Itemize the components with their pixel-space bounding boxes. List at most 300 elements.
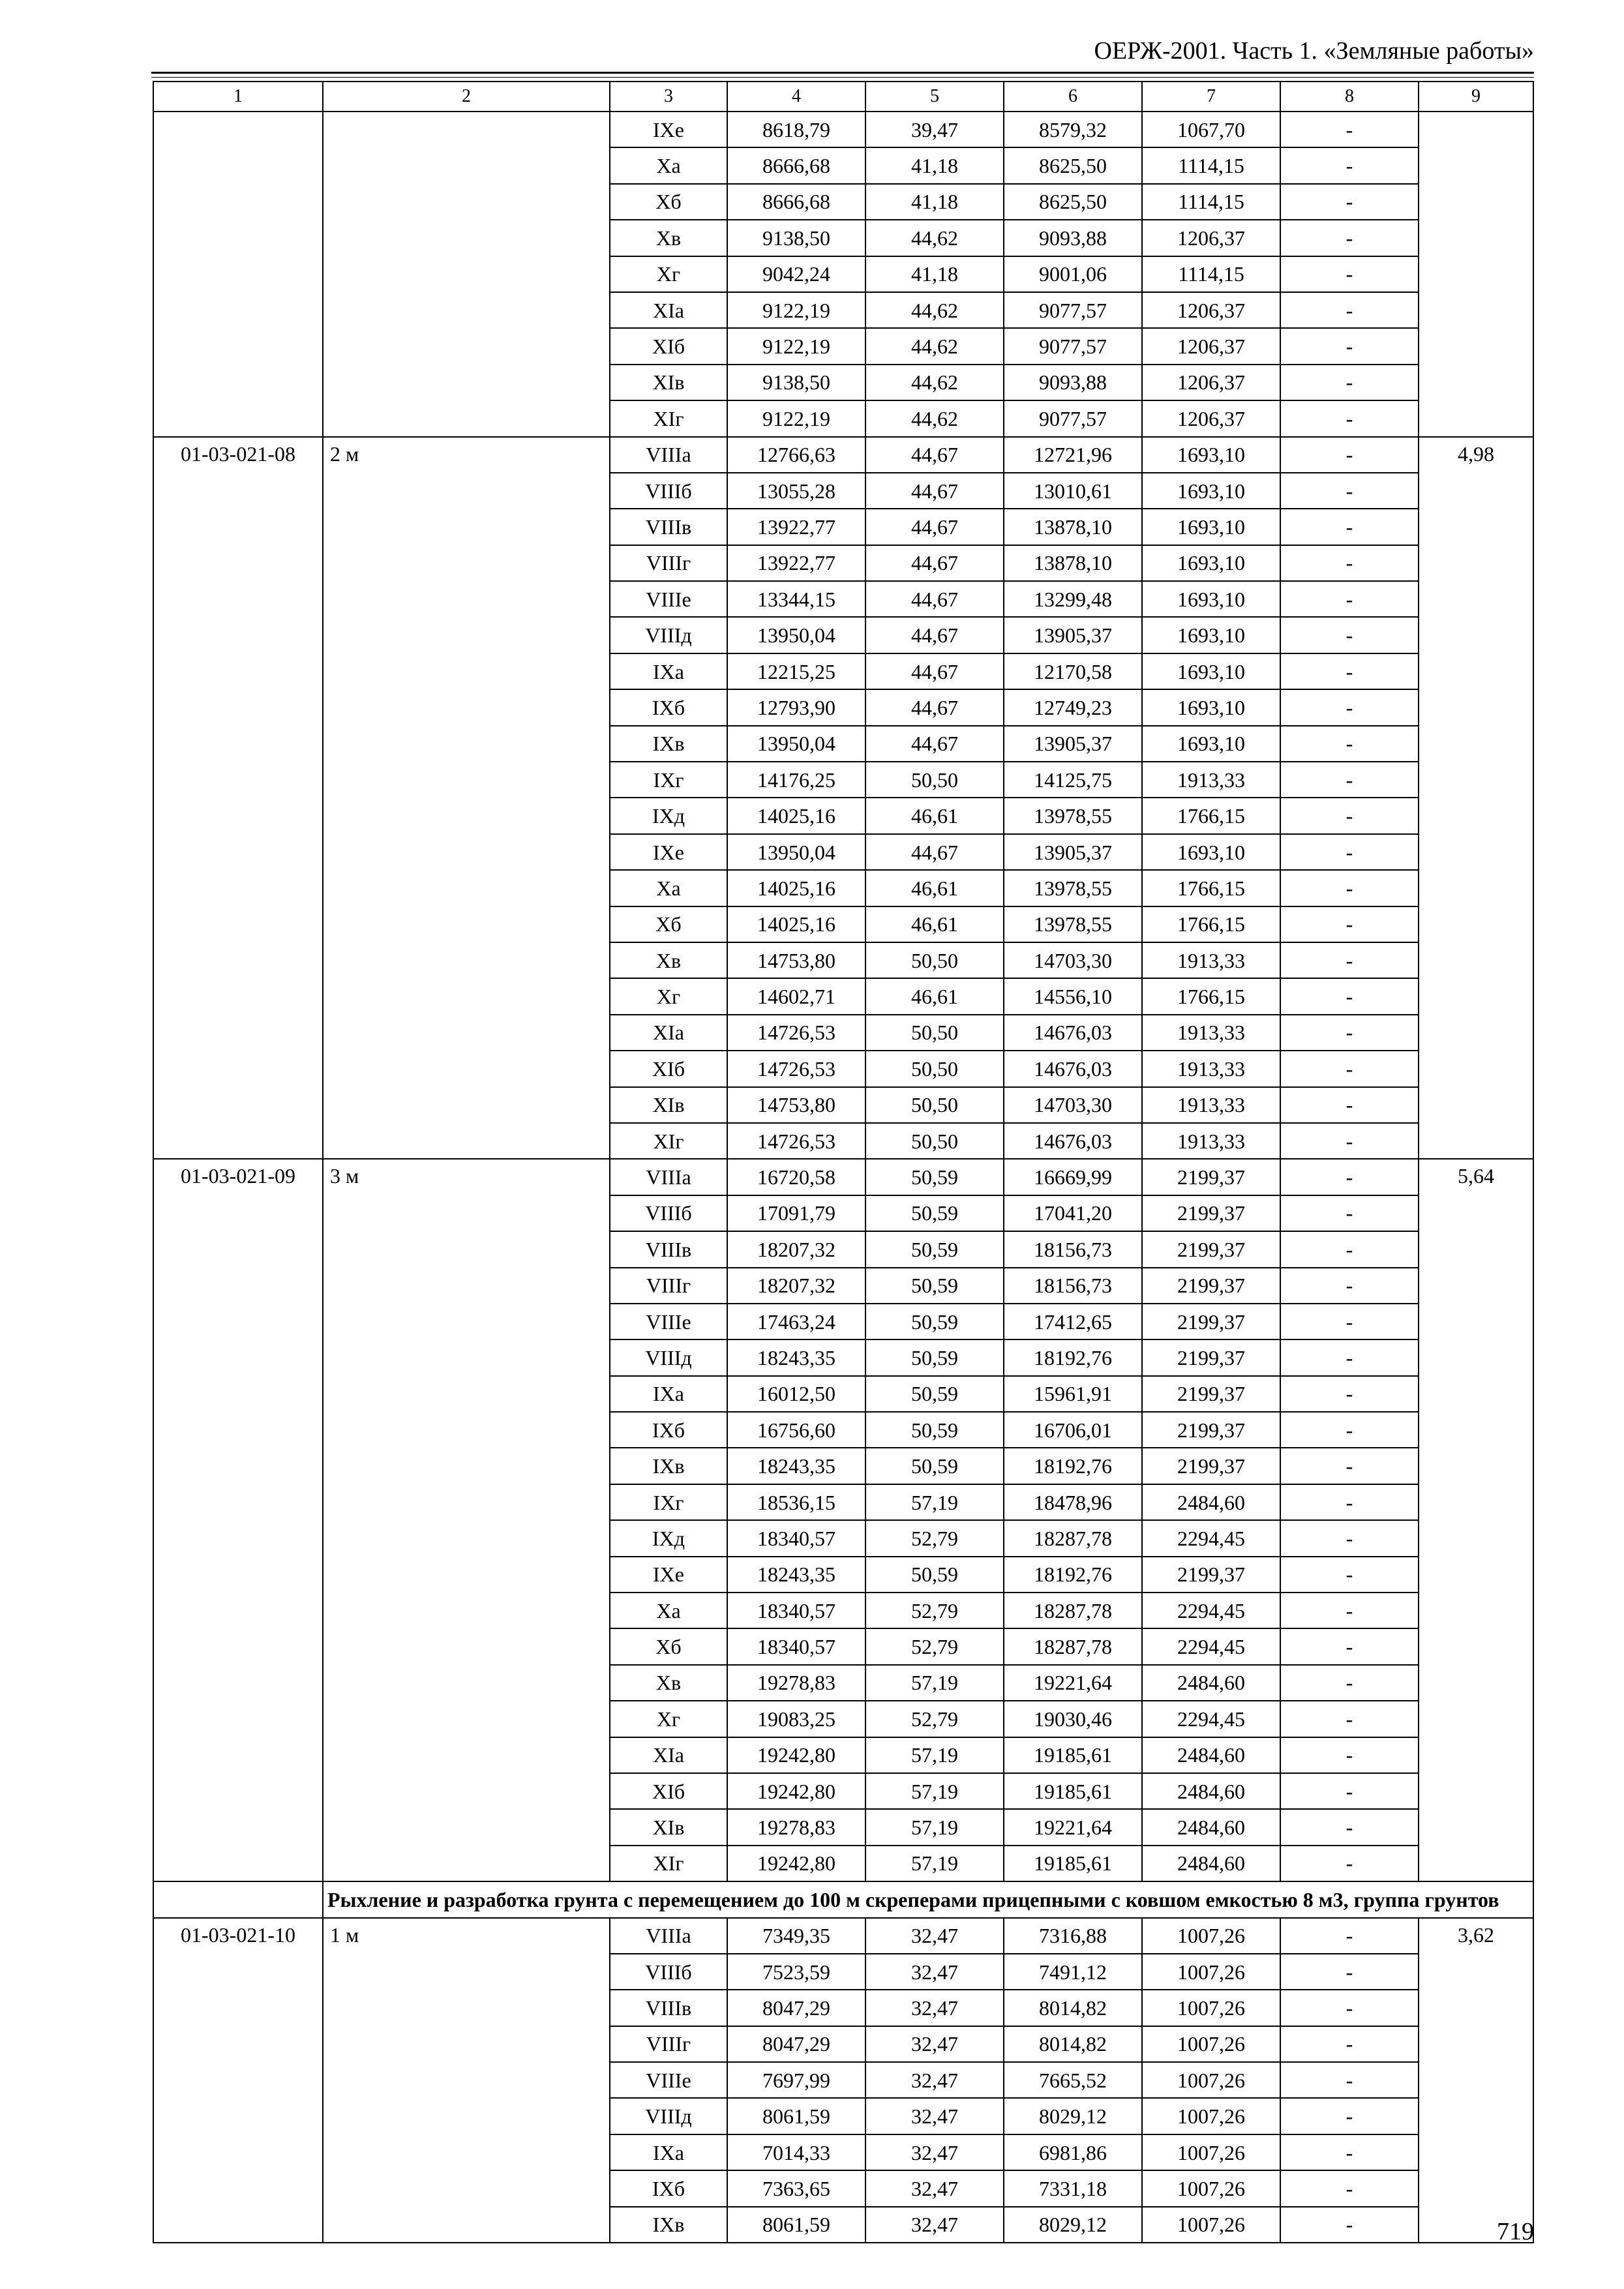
value-cell: 57,19 (865, 1737, 1004, 1773)
value-cell: 8061,59 (727, 2207, 865, 2243)
value-cell: - (1280, 1195, 1419, 1231)
value-cell: 14726,53 (727, 1015, 865, 1051)
value-cell: - (1280, 2026, 1419, 2062)
value-cell: 32,47 (865, 2207, 1004, 2243)
value-cell: 50,59 (865, 1376, 1004, 1412)
value-cell: 14726,53 (727, 1123, 865, 1159)
column-9-value (1419, 112, 1533, 437)
haul-distance: 3 м (323, 1159, 610, 1881)
soil-group-cell: XIг (610, 1123, 727, 1159)
value-cell: 1206,37 (1142, 365, 1280, 400)
value-cell: 44,67 (865, 473, 1004, 509)
value-cell: - (1280, 798, 1419, 833)
table-row (153, 437, 1533, 473)
value-cell: 9077,57 (1004, 292, 1142, 328)
soil-group-cell: VIIIа (610, 1918, 727, 1954)
value-cell: 13978,55 (1004, 906, 1142, 942)
value-cell: - (1280, 906, 1419, 942)
value-cell: - (1280, 870, 1419, 906)
value-cell: 13905,37 (1004, 726, 1142, 762)
value-cell: 12215,25 (727, 653, 865, 689)
value-cell: 13922,77 (727, 509, 865, 545)
value-cell: 1693,10 (1142, 726, 1280, 762)
value-cell: 46,61 (865, 870, 1004, 906)
value-cell: 44,62 (865, 328, 1004, 364)
value-cell: 12766,63 (727, 437, 865, 473)
value-cell: 1206,37 (1142, 400, 1280, 436)
soil-group-cell: VIIIб (610, 1954, 727, 1990)
soil-group-cell: Xв (610, 220, 727, 256)
value-cell: 14025,16 (727, 906, 865, 942)
column-number: 5 (865, 82, 1004, 112)
soil-group-cell: Xг (610, 256, 727, 292)
value-cell: 32,47 (865, 2134, 1004, 2170)
value-cell: - (1280, 942, 1419, 978)
value-cell: 1007,26 (1142, 1954, 1280, 1990)
value-cell: - (1280, 1846, 1419, 1881)
value-cell: 17412,65 (1004, 1304, 1142, 1339)
value-cell: 18192,76 (1004, 1339, 1142, 1375)
value-cell: 44,67 (865, 437, 1004, 473)
value-cell: 8014,82 (1004, 1990, 1142, 2026)
value-cell: 7331,18 (1004, 2170, 1142, 2206)
value-cell: 14556,10 (1004, 978, 1142, 1014)
value-cell: 18340,57 (727, 1520, 865, 1556)
value-cell: 52,79 (865, 1593, 1004, 1628)
column-number: 4 (727, 82, 865, 112)
column-number: 1 (153, 82, 323, 112)
value-cell: 19185,61 (1004, 1846, 1142, 1881)
soil-group-cell: VIIIе (610, 1304, 727, 1339)
soil-group-cell: IXб (610, 1412, 727, 1448)
value-cell: 18243,35 (727, 1448, 865, 1484)
soil-group-cell: VIIIе (610, 2062, 727, 2098)
value-cell: - (1280, 1628, 1419, 1664)
value-cell: 12793,90 (727, 689, 865, 725)
value-cell: 44,67 (865, 689, 1004, 725)
value-cell: 2199,37 (1142, 1195, 1280, 1231)
soil-group-cell: IXд (610, 798, 727, 833)
value-cell: 50,59 (865, 1268, 1004, 1304)
soil-group-cell: XIа (610, 292, 727, 328)
value-cell: - (1280, 1484, 1419, 1520)
soil-group-cell: Xг (610, 978, 727, 1014)
value-cell: 16012,50 (727, 1376, 865, 1412)
column-number: 6 (1004, 82, 1142, 112)
value-cell: 13950,04 (727, 726, 865, 762)
haul-distance (323, 112, 610, 437)
value-cell: 41,18 (865, 184, 1004, 220)
soil-group-cell: IXа (610, 1376, 727, 1412)
value-cell: 52,79 (865, 1628, 1004, 1664)
value-cell: 18243,35 (727, 1557, 865, 1593)
soil-group-cell: VIIIа (610, 437, 727, 473)
value-cell: 46,61 (865, 978, 1004, 1014)
soil-group-cell: VIIIв (610, 1231, 727, 1267)
value-cell: 50,59 (865, 1304, 1004, 1339)
soil-group-cell: VIIIд (610, 617, 727, 653)
value-cell: 8666,68 (727, 147, 865, 183)
value-cell: 14726,53 (727, 1051, 865, 1086)
soil-group-cell: IXв (610, 2207, 727, 2243)
value-cell: 52,79 (865, 1520, 1004, 1556)
value-cell: 1007,26 (1142, 2098, 1280, 2134)
value-cell: 7363,65 (727, 2170, 865, 2206)
value-cell: 50,59 (865, 1448, 1004, 1484)
value-cell: - (1280, 1665, 1419, 1701)
value-cell: 17463,24 (727, 1304, 865, 1339)
soil-group-cell: IXг (610, 1484, 727, 1520)
value-cell: 17041,20 (1004, 1195, 1142, 1231)
value-cell: 52,79 (865, 1701, 1004, 1737)
soil-group-cell: IXе (610, 112, 727, 147)
section-heading-row (153, 1881, 1533, 1917)
value-cell: 13905,37 (1004, 617, 1142, 653)
value-cell: 16669,99 (1004, 1159, 1142, 1195)
rate-code: 01-03-021-10 (153, 1918, 323, 2243)
soil-group-cell: VIIIб (610, 473, 727, 509)
value-cell: 41,18 (865, 147, 1004, 183)
column-number: 3 (610, 82, 727, 112)
value-cell: 2199,37 (1142, 1304, 1280, 1339)
value-cell: 32,47 (865, 1954, 1004, 1990)
value-cell: 13905,37 (1004, 834, 1142, 870)
value-cell: - (1280, 689, 1419, 725)
soil-group-cell: XIв (610, 1087, 727, 1123)
value-cell: 2294,45 (1142, 1628, 1280, 1664)
value-cell: 50,50 (865, 1123, 1004, 1159)
value-cell: 13344,15 (727, 581, 865, 617)
value-cell: 1007,26 (1142, 2026, 1280, 2062)
value-cell: 8061,59 (727, 2098, 865, 2134)
soil-group-cell: IXа (610, 653, 727, 689)
value-cell: 7316,88 (1004, 1918, 1142, 1954)
value-cell: 19083,25 (727, 1701, 865, 1737)
value-cell: 14125,75 (1004, 762, 1142, 798)
value-cell: 32,47 (865, 2026, 1004, 2062)
value-cell: - (1280, 1701, 1419, 1737)
value-cell: - (1280, 2062, 1419, 2098)
value-cell: 50,50 (865, 1015, 1004, 1051)
soil-group-cell: VIIIв (610, 509, 727, 545)
value-cell: 1206,37 (1142, 292, 1280, 328)
value-cell: 1913,33 (1142, 1015, 1280, 1051)
page-header-title: ОЕРЖ-2001. Часть 1. «Земляные работы» (1094, 37, 1534, 65)
value-cell: 1693,10 (1142, 581, 1280, 617)
value-cell: 50,59 (865, 1557, 1004, 1593)
value-cell: 17091,79 (727, 1195, 865, 1231)
soil-group-cell: XIг (610, 400, 727, 436)
value-cell: 2484,60 (1142, 1846, 1280, 1881)
value-cell: 1913,33 (1142, 1051, 1280, 1086)
value-cell: 1913,33 (1142, 1123, 1280, 1159)
value-cell: 1007,26 (1142, 2134, 1280, 2170)
value-cell: - (1280, 1231, 1419, 1267)
value-cell: 13878,10 (1004, 545, 1142, 581)
value-cell: 2294,45 (1142, 1701, 1280, 1737)
value-cell: 18192,76 (1004, 1448, 1142, 1484)
haul-distance: 1 м (323, 1918, 610, 2243)
rate-code (153, 112, 323, 437)
value-cell: 9042,24 (727, 256, 865, 292)
value-cell: 18340,57 (727, 1593, 865, 1628)
value-cell: 19221,64 (1004, 1665, 1142, 1701)
value-cell: - (1280, 617, 1419, 653)
value-cell: - (1280, 220, 1419, 256)
value-cell: 9122,19 (727, 292, 865, 328)
value-cell: 13950,04 (727, 617, 865, 653)
rate-code: 01-03-021-09 (153, 1159, 323, 1881)
rate-code: 01-03-021-08 (153, 437, 323, 1159)
value-cell: - (1280, 437, 1419, 473)
value-cell: 1007,26 (1142, 1990, 1280, 2026)
value-cell: 2484,60 (1142, 1484, 1280, 1520)
value-cell: - (1280, 1737, 1419, 1773)
value-cell: 44,62 (865, 400, 1004, 436)
soil-group-cell: XIа (610, 1015, 727, 1051)
value-cell: 57,19 (865, 1809, 1004, 1845)
value-cell: 8618,79 (727, 112, 865, 147)
value-cell: - (1280, 1268, 1419, 1304)
value-cell: 9138,50 (727, 365, 865, 400)
value-cell: 8047,29 (727, 2026, 865, 2062)
value-cell: 7491,12 (1004, 1954, 1142, 1990)
value-cell: 57,19 (865, 1484, 1004, 1520)
value-cell: 9093,88 (1004, 220, 1142, 256)
value-cell: 57,19 (865, 1665, 1004, 1701)
value-cell: - (1280, 1448, 1419, 1484)
value-cell: - (1280, 1412, 1419, 1448)
table-row (153, 1159, 1533, 1195)
value-cell: 8625,50 (1004, 184, 1142, 220)
header-rule-thin (151, 77, 1534, 78)
value-cell: 1206,37 (1142, 328, 1280, 364)
value-cell: - (1280, 1087, 1419, 1123)
value-cell: 8047,29 (727, 1990, 865, 2026)
value-cell: - (1280, 834, 1419, 870)
value-cell: 8014,82 (1004, 2026, 1142, 2062)
value-cell: - (1280, 1304, 1419, 1339)
value-cell: - (1280, 400, 1419, 436)
soil-group-cell: VIIIа (610, 1159, 727, 1195)
soil-group-cell: VIIIг (610, 1268, 727, 1304)
soil-group-cell: XIб (610, 1773, 727, 1809)
value-cell: 39,47 (865, 112, 1004, 147)
value-cell: - (1280, 581, 1419, 617)
value-cell: - (1280, 509, 1419, 545)
soil-group-cell: XIа (610, 1737, 727, 1773)
value-cell: 13950,04 (727, 834, 865, 870)
soil-group-cell: IXа (610, 2134, 727, 2170)
value-cell: 19030,46 (1004, 1701, 1142, 1737)
value-cell: - (1280, 1809, 1419, 1845)
value-cell: 13878,10 (1004, 509, 1142, 545)
value-cell: 7014,33 (727, 2134, 865, 2170)
value-cell: 9122,19 (727, 400, 865, 436)
value-cell: 9122,19 (727, 328, 865, 364)
value-cell: 50,50 (865, 1087, 1004, 1123)
value-cell: 6981,86 (1004, 2134, 1142, 2170)
value-cell: 14025,16 (727, 870, 865, 906)
value-cell: 14176,25 (727, 762, 865, 798)
value-cell: - (1280, 473, 1419, 509)
value-cell: 2199,37 (1142, 1159, 1280, 1195)
value-cell: 44,67 (865, 653, 1004, 689)
value-cell: - (1280, 2098, 1419, 2134)
value-cell: 1693,10 (1142, 509, 1280, 545)
value-cell: - (1280, 1339, 1419, 1375)
section-title: Рыхление и разработка грунта с перемещением до 100 м скреперами прицепными с ковшом емкостью 8 м3, группа грунтов (323, 1881, 1533, 1917)
value-cell: 18340,57 (727, 1628, 865, 1664)
value-cell: 1114,15 (1142, 184, 1280, 220)
value-cell: 44,67 (865, 509, 1004, 545)
value-cell: 2199,37 (1142, 1557, 1280, 1593)
soil-group-cell: IXг (610, 762, 727, 798)
value-cell: 9001,06 (1004, 256, 1142, 292)
header-rule (151, 72, 1534, 74)
value-cell: - (1280, 726, 1419, 762)
value-cell: 18243,35 (727, 1339, 865, 1375)
value-cell: 13978,55 (1004, 798, 1142, 833)
value-cell: 1693,10 (1142, 653, 1280, 689)
value-cell: 9077,57 (1004, 328, 1142, 364)
value-cell: 19185,61 (1004, 1773, 1142, 1809)
value-cell: 1766,15 (1142, 870, 1280, 906)
value-cell: - (1280, 1773, 1419, 1809)
value-cell: 50,59 (865, 1339, 1004, 1375)
table-body (153, 82, 1533, 2243)
soil-group-cell: XIв (610, 1809, 727, 1845)
value-cell: 8579,32 (1004, 112, 1142, 147)
value-cell: 19242,80 (727, 1846, 865, 1881)
column-9-value: 3,62 (1419, 1918, 1533, 2243)
value-cell: 2484,60 (1142, 1737, 1280, 1773)
column-number: 7 (1142, 82, 1280, 112)
value-cell: 2199,37 (1142, 1448, 1280, 1484)
value-cell: 1206,37 (1142, 220, 1280, 256)
column-number: 2 (323, 82, 610, 112)
soil-group-cell: IXд (610, 1520, 727, 1556)
value-cell: 9138,50 (727, 220, 865, 256)
value-cell: 14676,03 (1004, 1051, 1142, 1086)
soil-group-cell: Xг (610, 1701, 727, 1737)
soil-group-cell: VIIIг (610, 2026, 727, 2062)
value-cell: - (1280, 292, 1419, 328)
value-cell: - (1280, 1593, 1419, 1628)
value-cell: 19278,83 (727, 1665, 865, 1701)
section-empty-cell (153, 1881, 323, 1917)
value-cell: 14703,30 (1004, 1087, 1142, 1123)
value-cell: 14676,03 (1004, 1123, 1142, 1159)
value-cell: 50,59 (865, 1195, 1004, 1231)
soil-group-cell: Xа (610, 870, 727, 906)
value-cell: 1693,10 (1142, 473, 1280, 509)
value-cell: 1067,70 (1142, 112, 1280, 147)
value-cell: - (1280, 184, 1419, 220)
value-cell: 1693,10 (1142, 437, 1280, 473)
value-cell: 8029,12 (1004, 2098, 1142, 2134)
value-cell: 12170,58 (1004, 653, 1142, 689)
value-cell: 18192,76 (1004, 1557, 1142, 1593)
value-cell: - (1280, 2207, 1419, 2243)
value-cell: 1007,26 (1142, 1918, 1280, 1954)
soil-group-cell: VIIIб (610, 1195, 727, 1231)
value-cell: 1007,26 (1142, 2170, 1280, 2206)
value-cell: 8029,12 (1004, 2207, 1142, 2243)
value-cell: 46,61 (865, 906, 1004, 942)
value-cell: 14025,16 (727, 798, 865, 833)
soil-group-cell: Xа (610, 1593, 727, 1628)
value-cell: 50,50 (865, 762, 1004, 798)
value-cell: - (1280, 2134, 1419, 2170)
value-cell: 1913,33 (1142, 1087, 1280, 1123)
value-cell: 14753,80 (727, 942, 865, 978)
value-cell: 32,47 (865, 2098, 1004, 2134)
table-row (153, 1918, 1533, 1954)
soil-group-cell: IXе (610, 834, 727, 870)
column-number: 8 (1280, 82, 1419, 112)
value-cell: - (1280, 1123, 1419, 1159)
value-cell: 57,19 (865, 1773, 1004, 1809)
value-cell: 18207,32 (727, 1268, 865, 1304)
value-cell: 13055,28 (727, 473, 865, 509)
value-cell: 46,61 (865, 798, 1004, 833)
soil-group-cell: VIIIе (610, 581, 727, 617)
value-cell: 44,67 (865, 834, 1004, 870)
value-cell: 41,18 (865, 256, 1004, 292)
soil-group-cell: Xв (610, 942, 727, 978)
value-cell: 50,59 (865, 1159, 1004, 1195)
value-cell: - (1280, 1918, 1419, 1954)
value-cell: 44,62 (865, 292, 1004, 328)
value-cell: 57,19 (865, 1846, 1004, 1881)
value-cell: - (1280, 762, 1419, 798)
value-cell: - (1280, 2170, 1419, 2206)
value-cell: 18478,96 (1004, 1484, 1142, 1520)
column-number: 9 (1419, 82, 1533, 112)
value-cell: 19242,80 (727, 1773, 865, 1809)
value-cell: 19278,83 (727, 1809, 865, 1845)
value-cell: 1114,15 (1142, 147, 1280, 183)
value-cell: 18207,32 (727, 1231, 865, 1267)
value-cell: - (1280, 147, 1419, 183)
value-cell: 16756,60 (727, 1412, 865, 1448)
value-cell: 1007,26 (1142, 2062, 1280, 2098)
value-cell: 8666,68 (727, 184, 865, 220)
value-cell: 44,67 (865, 545, 1004, 581)
value-cell: 1114,15 (1142, 256, 1280, 292)
value-cell: 2199,37 (1142, 1231, 1280, 1267)
value-cell: 1766,15 (1142, 978, 1280, 1014)
value-cell: 1913,33 (1142, 762, 1280, 798)
value-cell: 14676,03 (1004, 1015, 1142, 1051)
value-cell: 7523,59 (727, 1954, 865, 1990)
value-cell: 1693,10 (1142, 545, 1280, 581)
value-cell: 7349,35 (727, 1918, 865, 1954)
value-cell: 18536,15 (727, 1484, 865, 1520)
value-cell: 15961,91 (1004, 1376, 1142, 1412)
value-cell: - (1280, 1159, 1419, 1195)
value-cell: 2484,60 (1142, 1773, 1280, 1809)
value-cell: - (1280, 1376, 1419, 1412)
value-cell: 7665,52 (1004, 2062, 1142, 2098)
value-cell: 12721,96 (1004, 437, 1142, 473)
value-cell: - (1280, 1015, 1419, 1051)
value-cell: 16706,01 (1004, 1412, 1142, 1448)
value-cell: 50,50 (865, 942, 1004, 978)
value-cell: - (1280, 1990, 1419, 2026)
value-cell: 18156,73 (1004, 1268, 1142, 1304)
